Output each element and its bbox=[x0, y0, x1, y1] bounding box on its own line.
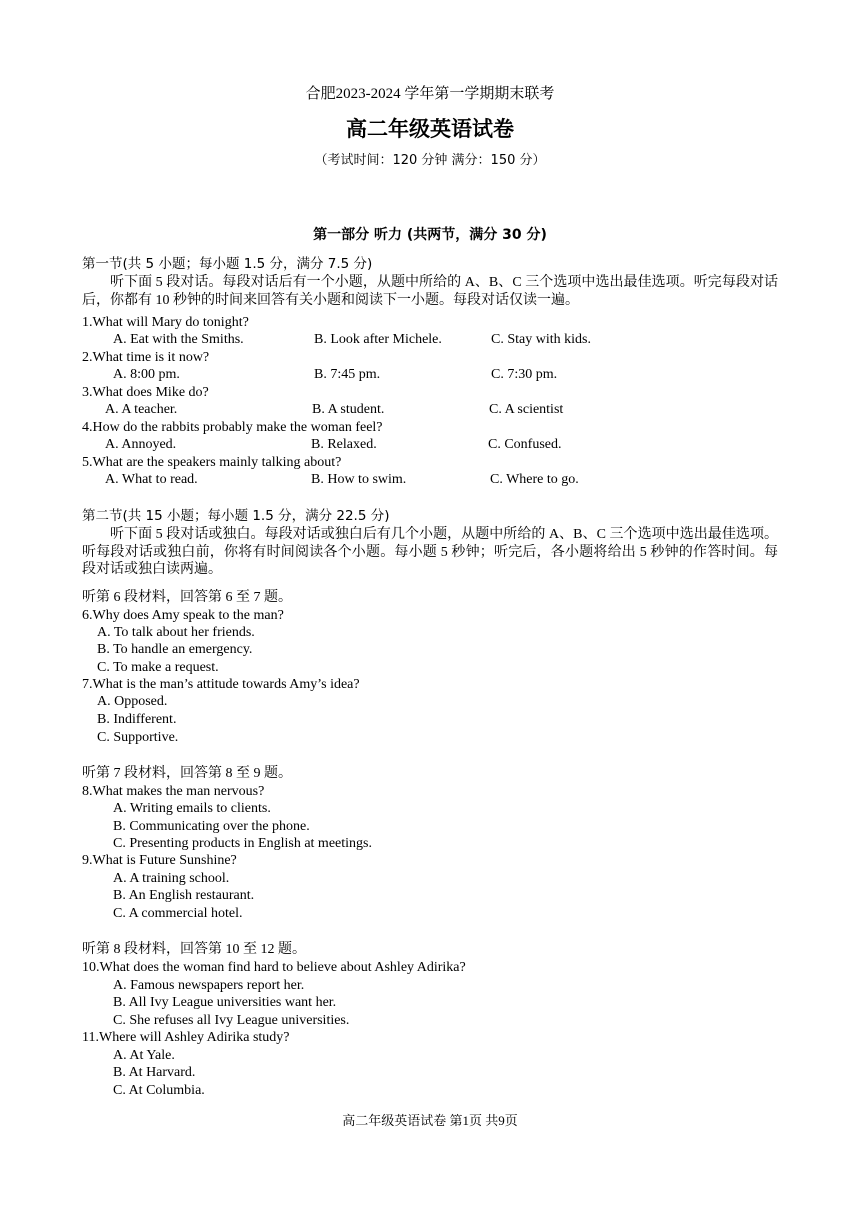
question-9: 9.What is Future Sunshine? bbox=[82, 853, 237, 868]
question-6: 6.Why does Amy speak to the man? bbox=[82, 608, 284, 623]
q11-option-b: B. At Harvard. bbox=[113, 1065, 196, 1080]
q5-option-b: B. How to swim. bbox=[311, 472, 407, 487]
q3-option-c: C. A scientist bbox=[489, 402, 564, 417]
q2-option-b: B. 7:45 pm. bbox=[314, 367, 381, 382]
q4-option-c: C. Confused. bbox=[488, 437, 562, 452]
section2-instructions: 听下面 5 段对话或独白。每段对话或独白后有几个小题，从题中所给的 A、B、C 三个选项中选出最佳选项。听每段对话或独白前，你将有时间阅读各个小题。每小题 5 秒钟；听完后，各小题将给出 5 秒钟的作答时间。每段对话或独白读两遍。 bbox=[82, 527, 778, 577]
q3-option-a: A. A teacher. bbox=[105, 402, 178, 417]
q10-option-b: B. All Ivy League universities want her. bbox=[113, 995, 337, 1010]
section1-instructions: 听下面 5 段对话。每段对话后有一个小题，从题中所给的 A、B、C 三个选项中选出最佳选项。听完每段对话后，你都有 10 秒钟的时间来回答有关小题和阅读下一小题。每段对话仅读一遍。 bbox=[82, 275, 778, 308]
page-footer: 高二年级英语试卷 第1页 共9页 bbox=[342, 1113, 518, 1128]
section1-heading: 第一节(共 5 小题；每小题 1.5 分，满分 7.5 分) bbox=[82, 256, 373, 272]
question-4: 4.How do the rabbits probably make the woman feel? bbox=[82, 420, 383, 435]
q10-option-a: A. Famous newspapers report her. bbox=[113, 978, 305, 993]
exam-info: （考试时间：120 分钟 满分：150 分） bbox=[314, 153, 546, 168]
question-3: 3.What does Mike do? bbox=[82, 385, 209, 400]
q11-option-a: A. At Yale. bbox=[113, 1048, 175, 1063]
q9-option-c: C. A commercial hotel. bbox=[113, 906, 243, 921]
q7-option-c: C. Supportive. bbox=[97, 730, 179, 745]
question-10: 10.What does the woman find hard to believe about Ashley Adirika? bbox=[82, 960, 466, 975]
q9-option-b: B. An English restaurant. bbox=[113, 888, 255, 903]
section2-heading: 第二节(共 15 小题；每小题 1.5 分，满分 22.5 分) bbox=[82, 508, 390, 524]
q6-option-a: A. To talk about her friends. bbox=[97, 625, 255, 640]
q9-option-a: A. A training school. bbox=[113, 871, 230, 886]
q10-option-c: C. She refuses all Ivy League universities. bbox=[113, 1013, 350, 1028]
q8-option-a: A. Writing emails to clients. bbox=[113, 801, 271, 816]
exam-school-line: 合肥2023-2024 学年第一学期期末联考 bbox=[305, 86, 555, 102]
q6-option-b: B. To handle an emergency. bbox=[97, 642, 253, 657]
q11-option-c: C. At Columbia. bbox=[113, 1083, 205, 1098]
q5-option-a: A. What to read. bbox=[105, 472, 198, 487]
q1-option-a: A. Eat with the Smiths. bbox=[113, 332, 244, 347]
group6-intro: 听第 6 段材料，回答第 6 至 7 题。 bbox=[82, 590, 292, 605]
group7-intro: 听第 7 段材料，回答第 8 至 9 题。 bbox=[82, 766, 292, 781]
part1-heading: 第一部分 听力 (共两节，满分 30 分) bbox=[313, 227, 547, 243]
question-8: 8.What makes the man nervous? bbox=[82, 784, 265, 799]
q2-option-c: C. 7:30 pm. bbox=[491, 367, 558, 382]
q2-option-a: A. 8:00 pm. bbox=[113, 367, 180, 382]
q1-option-c: C. Stay with kids. bbox=[491, 332, 591, 347]
q5-option-c: C. Where to go. bbox=[490, 472, 579, 487]
question-1: 1.What will Mary do tonight? bbox=[82, 315, 249, 330]
q7-option-b: B. Indifferent. bbox=[97, 712, 177, 727]
q7-option-a: A. Opposed. bbox=[97, 694, 168, 709]
q8-option-b: B. Communicating over the phone. bbox=[113, 819, 310, 834]
q8-option-c: C. Presenting products in English at meetings. bbox=[113, 836, 372, 851]
question-11: 11.Where will Ashley Adirika study? bbox=[82, 1030, 290, 1045]
q3-option-b: B. A student. bbox=[312, 402, 385, 417]
q4-option-a: A. Annoyed. bbox=[105, 437, 177, 452]
q1-option-b: B. Look after Michele. bbox=[314, 332, 442, 347]
page-title: 高二年级英语试卷 bbox=[346, 117, 514, 141]
question-7: 7.What is the man’s attitude towards Amy’s idea? bbox=[82, 677, 360, 692]
question-2: 2.What time is it now? bbox=[82, 350, 210, 365]
question-5: 5.What are the speakers mainly talking about? bbox=[82, 455, 342, 470]
q4-option-b: B. Relaxed. bbox=[311, 437, 377, 452]
group8-intro: 听第 8 段材料，回答第 10 至 12 题。 bbox=[82, 942, 306, 957]
q6-option-c: C. To make a request. bbox=[97, 660, 219, 675]
